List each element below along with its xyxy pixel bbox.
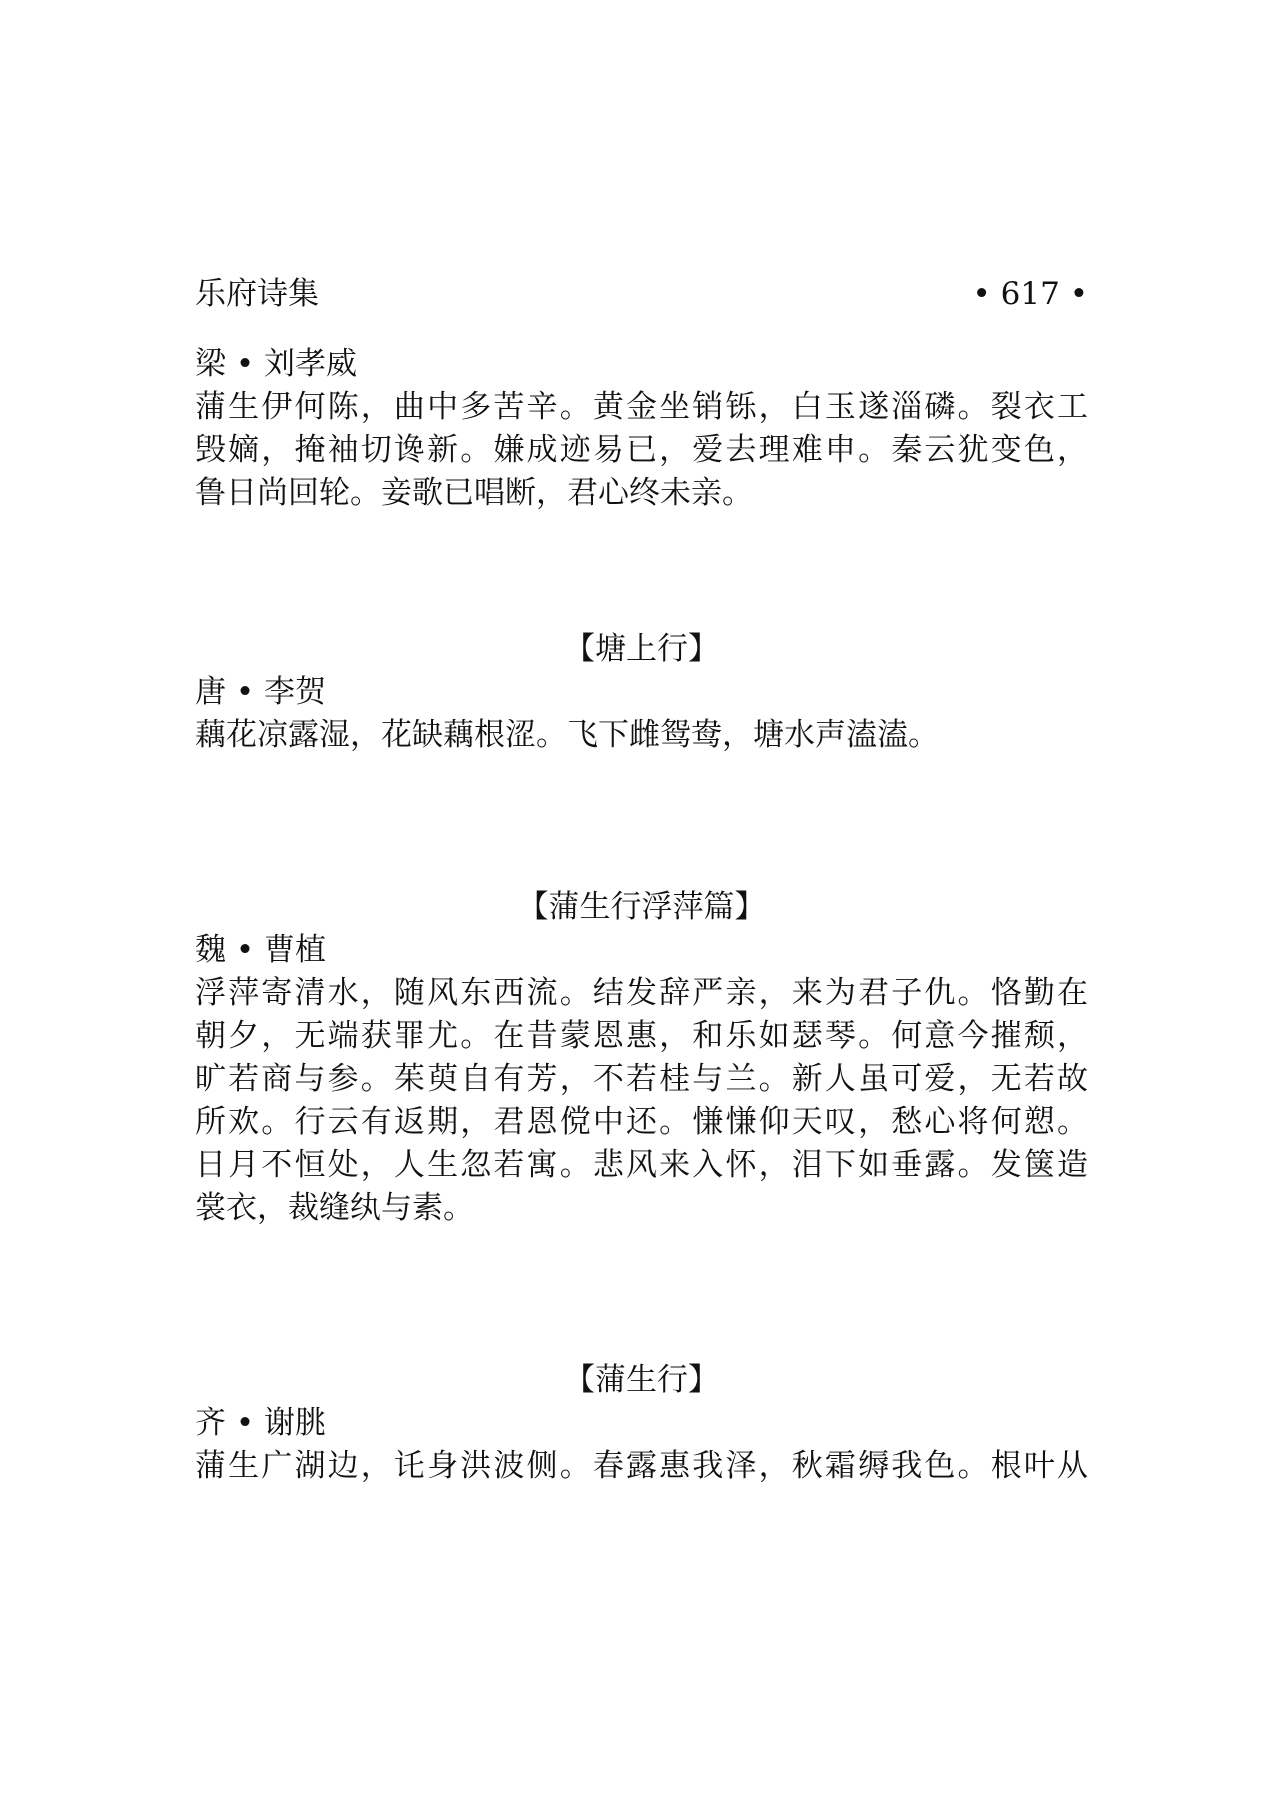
poem-line: 日月不恒处，人生忽若寓。悲风来入怀，泪下如垂露。发箧造 bbox=[195, 1147, 1088, 1183]
running-head bbox=[195, 270, 1088, 318]
page-number: • 617 • bbox=[972, 276, 1088, 312]
poem-liu-xiaowei bbox=[195, 343, 1088, 515]
poem-line: 旷若商与参。茱萸自有芳，不若桂与兰。新人虽可爱，无若故 bbox=[195, 1061, 1088, 1097]
document-page bbox=[195, 270, 1088, 1488]
poem-title: 【蒲生行】 bbox=[564, 1362, 719, 1398]
poem-line: 裳衣，裁缝纨与素。 bbox=[195, 1190, 474, 1226]
poem-line: 毁嫡，掩袖切谗新。嫌成迹易已，爱去理难申。秦云犹变色， bbox=[195, 432, 1088, 468]
poem-pu-sheng-xing-fu-ping-pian bbox=[195, 886, 1088, 1230]
poem-author: 齐 • 谢朓 bbox=[195, 1405, 326, 1441]
poem-line: 蒲生广湖边，讬身洪波侧。春露惠我泽，秋霜缛我色。根叶从 bbox=[195, 1448, 1088, 1484]
poem-line: 朝夕，无端获罪尤。在昔蒙恩惠，和乐如瑟琴。何意今摧颓， bbox=[195, 1018, 1088, 1054]
poem-author: 魏 • 曹植 bbox=[195, 932, 326, 968]
poem-line: 蒲生伊何陈，曲中多苦辛。黄金坐销铄，白玉遂淄磷。裂衣工 bbox=[195, 389, 1088, 425]
poem-title: 【塘上行】 bbox=[564, 631, 719, 667]
poem-line: 所欢。行云有返期，君恩傥中还。慊慊仰天叹，愁心将何愬。 bbox=[195, 1104, 1088, 1140]
poem-line: 藕花凉露湿，花缺藕根涩。飞下雌鸳鸯，塘水声溘溘。 bbox=[195, 717, 939, 753]
poem-pu-sheng-xing bbox=[195, 1359, 1088, 1488]
poem-author: 梁 • 刘孝威 bbox=[195, 346, 357, 382]
poem-line: 鲁日尚回轮。妾歌已唱断，君心终未亲。 bbox=[195, 475, 753, 511]
poem-title: 【蒲生行浮萍篇】 bbox=[517, 889, 766, 925]
poem-author: 唐 • 李贺 bbox=[195, 674, 326, 710]
poem-line: 浮萍寄清水，随风东西流。结发辞严亲，来为君子仇。恪勤在 bbox=[195, 975, 1088, 1011]
poem-tang-shang-xing bbox=[195, 628, 1088, 757]
book-title: 乐府诗集 bbox=[195, 276, 319, 312]
